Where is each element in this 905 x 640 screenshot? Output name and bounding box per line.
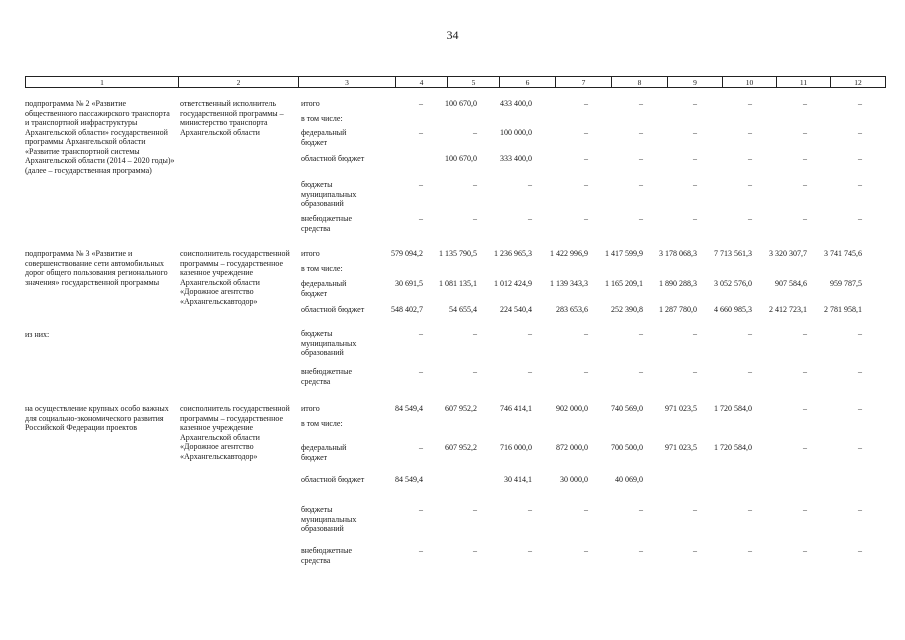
executor: соисполнитель государственной программы – государственное казенное учреждение Архангельской области «Дорожное агентство «Архангельскавтодор» xyxy=(180,404,290,461)
value-cell: – xyxy=(584,505,588,514)
value-cell: 1 720 584,0 xyxy=(714,443,752,452)
value-cell: – xyxy=(528,505,532,514)
value-cell: 1 081 135,1 xyxy=(439,279,477,288)
executor: ответственный исполнитель государственной программы – министерство транспорта Архангельской области xyxy=(180,99,284,137)
funding-source: областной бюджет xyxy=(301,154,365,163)
header-cell: 11 xyxy=(777,77,831,88)
program-name: подпрограмма № 3 «Развитие и совершенствование сети автомобильных дорог общего пользования регионального значения» государственной программы xyxy=(25,249,168,287)
value-cell: – xyxy=(528,329,532,338)
page-number: 34 xyxy=(446,28,459,42)
value-cell: – xyxy=(693,214,697,223)
value-cell: 54 655,4 xyxy=(449,305,477,314)
header-cell: 12 xyxy=(831,77,886,88)
value-cell: 959 787,5 xyxy=(830,279,862,288)
value-cell: 1 720 584,0 xyxy=(714,404,752,413)
value-cell: – xyxy=(584,546,588,555)
funding-source: областной бюджет xyxy=(301,305,365,314)
value-cell: 7 713 561,3 xyxy=(714,249,752,258)
header-cell: 8 xyxy=(612,77,668,88)
value-cell: 433 400,0 xyxy=(500,99,532,108)
value-cell: – xyxy=(693,546,697,555)
value-cell: – xyxy=(584,329,588,338)
value-cell: – xyxy=(693,180,697,189)
value-cell: 1 287 780,0 xyxy=(659,305,697,314)
header-cell: 3 xyxy=(299,77,396,88)
value-cell: – xyxy=(693,505,697,514)
value-cell: – xyxy=(693,99,697,108)
value-cell: – xyxy=(419,180,423,189)
value-cell: 1 890 288,3 xyxy=(659,279,697,288)
program-name: на осуществление крупных особо важных для социально-экономического развития Российской Федерации проектов xyxy=(25,404,169,432)
header-cell: 4 xyxy=(396,77,448,88)
value-cell: – xyxy=(858,128,862,137)
value-cell: – xyxy=(639,367,643,376)
header-cell: 2 xyxy=(179,77,299,88)
table-header xyxy=(25,76,886,88)
value-cell: 100 670,0 xyxy=(445,154,477,163)
value-cell: – xyxy=(858,154,862,163)
funding-source: итого xyxy=(301,99,320,108)
value-cell: – xyxy=(858,329,862,338)
value-cell: – xyxy=(803,367,807,376)
value-cell: 283 653,6 xyxy=(556,305,588,314)
value-cell: – xyxy=(858,546,862,555)
value-cell: – xyxy=(584,180,588,189)
value-cell: – xyxy=(858,214,862,223)
value-cell: – xyxy=(639,214,643,223)
header-cell: 10 xyxy=(723,77,777,88)
funding-source: итого xyxy=(301,249,320,258)
header-cell: 5 xyxy=(448,77,500,88)
value-cell: – xyxy=(473,329,477,338)
value-cell: – xyxy=(419,546,423,555)
funding-source: в том числе: xyxy=(301,419,343,428)
value-cell: – xyxy=(748,128,752,137)
program-name: подпрограмма № 2 «Развитие общественного пассажирского транспорта и транспортной инфраструктуры Архангельской области» государственной программы Архангельской области «Развитие транспортной системы Архангельской области (2014 – 2020 годы)» (далее – государственная программа) xyxy=(25,99,175,175)
value-cell: 746 414,1 xyxy=(500,404,532,413)
value-cell: – xyxy=(748,180,752,189)
value-cell: 1 139 343,3 xyxy=(550,279,588,288)
value-cell: – xyxy=(473,367,477,376)
value-cell: 607 952,2 xyxy=(445,443,477,452)
value-cell: – xyxy=(528,214,532,223)
value-cell: 1 012 424,9 xyxy=(494,279,532,288)
value-cell: – xyxy=(473,505,477,514)
value-cell: 40 069,0 xyxy=(615,475,643,484)
value-cell: – xyxy=(528,546,532,555)
value-cell: – xyxy=(858,180,862,189)
value-cell: 740 569,0 xyxy=(611,404,643,413)
value-cell: – xyxy=(693,329,697,338)
value-cell: – xyxy=(803,180,807,189)
value-cell: 902 000,0 xyxy=(556,404,588,413)
funding-source: итого xyxy=(301,404,320,413)
value-cell: – xyxy=(639,99,643,108)
value-cell: – xyxy=(748,214,752,223)
value-cell: – xyxy=(693,367,697,376)
funding-source: федеральный бюджет xyxy=(301,128,347,147)
value-cell: – xyxy=(858,99,862,108)
value-cell: – xyxy=(639,546,643,555)
value-cell: 30 414,1 xyxy=(504,475,532,484)
value-cell: – xyxy=(803,329,807,338)
value-cell: 4 660 985,3 xyxy=(714,305,752,314)
value-cell: – xyxy=(473,128,477,137)
header-cell: 6 xyxy=(500,77,556,88)
value-cell: 30 691,5 xyxy=(395,279,423,288)
funding-source: бюджеты муниципальных образований xyxy=(301,180,357,208)
funding-source: бюджеты муниципальных образований xyxy=(301,329,357,357)
value-cell: – xyxy=(584,99,588,108)
value-cell: 872 000,0 xyxy=(556,443,588,452)
value-cell: – xyxy=(748,367,752,376)
value-cell: – xyxy=(858,404,862,413)
funding-source: бюджеты муниципальных образований xyxy=(301,505,357,533)
funding-source: федеральный бюджет xyxy=(301,279,347,298)
value-cell: – xyxy=(419,367,423,376)
value-cell: – xyxy=(803,505,807,514)
value-cell: 579 094,2 xyxy=(391,249,423,258)
header-cell: 1 xyxy=(26,77,179,88)
value-cell: 224 540,4 xyxy=(500,305,532,314)
executor: соисполнитель государственной программы – государственное казенное учреждение Архангельской области «Дорожное агентство «Архангельскавтодор» xyxy=(180,249,290,306)
value-cell: – xyxy=(528,367,532,376)
program-name-extra: из них: xyxy=(25,330,50,339)
funding-source: в том числе: xyxy=(301,264,343,273)
value-cell: 1 417 599,9 xyxy=(605,249,643,258)
funding-source: федеральный бюджет xyxy=(301,443,347,462)
value-cell: – xyxy=(803,443,807,452)
value-cell: – xyxy=(748,329,752,338)
value-cell: – xyxy=(639,180,643,189)
value-cell: 100 670,0 xyxy=(445,99,477,108)
header-row xyxy=(26,77,886,88)
header-cell: 9 xyxy=(668,77,723,88)
value-cell: – xyxy=(473,214,477,223)
value-cell: – xyxy=(693,154,697,163)
value-cell: 907 584,6 xyxy=(775,279,807,288)
value-cell: – xyxy=(639,329,643,338)
value-cell: 1 165 209,1 xyxy=(605,279,643,288)
value-cell: 3 741 745,6 xyxy=(824,249,862,258)
value-cell: 971 023,5 xyxy=(665,404,697,413)
value-cell: – xyxy=(584,128,588,137)
funding-source: внебюджетные средства xyxy=(301,546,352,565)
value-cell: – xyxy=(693,128,697,137)
value-cell: 3 052 576,0 xyxy=(714,279,752,288)
funding-source: внебюджетные средства xyxy=(301,214,352,233)
value-cell: – xyxy=(639,154,643,163)
value-cell: 1 135 790,5 xyxy=(439,249,477,258)
value-cell: 3 320 307,7 xyxy=(769,249,807,258)
value-cell: 700 500,0 xyxy=(611,443,643,452)
funding-source: областной бюджет xyxy=(301,475,365,484)
value-cell: – xyxy=(803,546,807,555)
value-cell: 100 000,0 xyxy=(500,128,532,137)
value-cell: 3 178 068,3 xyxy=(659,249,697,258)
value-cell: – xyxy=(473,180,477,189)
value-cell: – xyxy=(419,329,423,338)
value-cell: – xyxy=(858,367,862,376)
value-cell: – xyxy=(639,128,643,137)
funding-source: в том числе: xyxy=(301,114,343,123)
value-cell: – xyxy=(639,505,643,514)
value-cell: – xyxy=(419,214,423,223)
value-cell: – xyxy=(748,505,752,514)
value-cell: – xyxy=(803,154,807,163)
value-cell: 252 390,8 xyxy=(611,305,643,314)
value-cell: – xyxy=(748,154,752,163)
value-cell: – xyxy=(584,367,588,376)
value-cell: – xyxy=(419,128,423,137)
value-cell: 30 000,0 xyxy=(560,475,588,484)
value-cell: 333 400,0 xyxy=(500,154,532,163)
value-cell: 1 236 965,3 xyxy=(494,249,532,258)
value-cell: 607 952,2 xyxy=(445,404,477,413)
value-cell: – xyxy=(419,505,423,514)
value-cell: – xyxy=(858,505,862,514)
value-cell: – xyxy=(584,154,588,163)
value-cell: – xyxy=(803,128,807,137)
value-cell: – xyxy=(419,443,423,452)
value-cell: 2 781 958,1 xyxy=(824,305,862,314)
value-cell: – xyxy=(748,99,752,108)
value-cell: – xyxy=(803,99,807,108)
value-cell: – xyxy=(419,99,423,108)
value-cell: – xyxy=(748,546,752,555)
value-cell: – xyxy=(803,404,807,413)
value-cell: – xyxy=(528,180,532,189)
header-cell: 7 xyxy=(556,77,612,88)
value-cell: 716 000,0 xyxy=(500,443,532,452)
value-cell: – xyxy=(584,214,588,223)
value-cell: 971 023,5 xyxy=(665,443,697,452)
value-cell: 2 412 723,1 xyxy=(769,305,807,314)
value-cell: 84 549,4 xyxy=(395,475,423,484)
value-cell: – xyxy=(803,214,807,223)
value-cell: 84 549,4 xyxy=(395,404,423,413)
value-cell: – xyxy=(473,546,477,555)
funding-source: внебюджетные средства xyxy=(301,367,352,386)
value-cell: – xyxy=(858,443,862,452)
value-cell: 548 402,7 xyxy=(391,305,423,314)
value-cell: 1 422 996,9 xyxy=(550,249,588,258)
